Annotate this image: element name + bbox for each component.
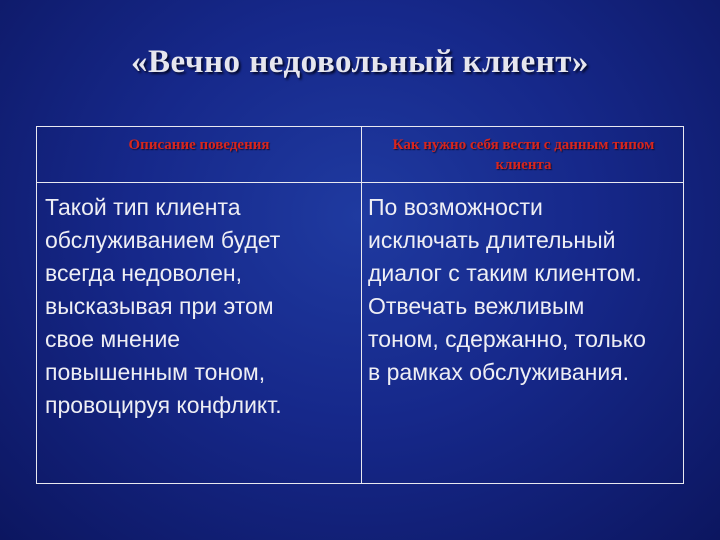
slide-title: «Вечно недовольный клиент»: [131, 44, 589, 80]
cell-how-to-behave: [368, 191, 682, 389]
column-divider: [361, 127, 362, 483]
header-behavior-description: Описание поведения: [128, 137, 270, 153]
text-line: свое мнение: [45, 326, 181, 352]
header-how-to-behave: Как нужно себя вести с данным типом клиента: [392, 137, 655, 173]
text-line: всегда недоволен,: [45, 260, 242, 286]
text-line: диалог с таким клиентом.: [368, 260, 642, 286]
text-line: в рамках обслуживания.: [368, 359, 630, 385]
text-line: провоцируя конфликт.: [45, 392, 282, 418]
text-line: Такой тип клиента: [45, 194, 241, 220]
text-line: По возможности: [368, 194, 543, 220]
behavior-table: [36, 126, 684, 484]
cell-behavior-description: [45, 191, 355, 422]
text-line: исключать длительный: [368, 227, 616, 253]
header-divider: [37, 182, 683, 183]
text-line: повышенным тоном,: [45, 359, 266, 385]
text-line: высказывая при этом: [45, 293, 274, 319]
text-line: обслуживанием будет: [45, 227, 281, 253]
text-line: тоном, сдержанно, только: [368, 326, 646, 352]
text-line: Отвечать вежливым: [368, 293, 585, 319]
